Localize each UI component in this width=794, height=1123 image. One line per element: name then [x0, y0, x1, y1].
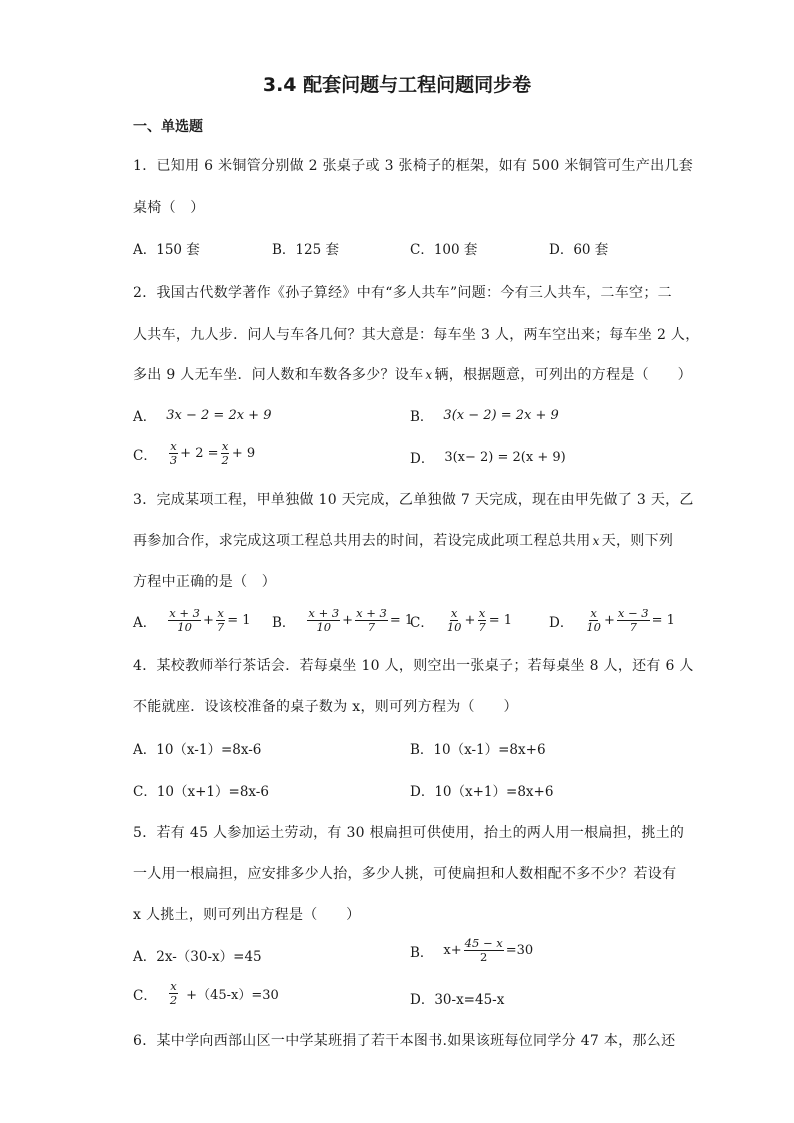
question-1-line-2: 桌椅（ ） [133, 200, 205, 216]
option-label: C． [133, 987, 157, 1004]
denominator: 2 [169, 993, 178, 1007]
equation-middle: + 2 = [180, 446, 219, 461]
question-1-option-d: D．60 套 [549, 242, 609, 258]
equation-end: =30 [505, 943, 534, 958]
numerator: x [590, 606, 597, 620]
denominator: 2 [221, 453, 229, 467]
denominator: 2 [480, 950, 488, 964]
question-4-option-b: B．10（x-1）=8x+6 [410, 742, 546, 758]
variable-x: x [425, 368, 433, 382]
equation: 3(x− 2) = 2(x + 9) [444, 449, 566, 465]
question-5-option-a: A．2x-（30-x）=45 [133, 949, 262, 965]
question-4-line-1: 4．某校教师举行茶话会．若每桌坐 10 人，则空出一张桌子；若每桌坐 8 人，还有 6 人 [133, 658, 694, 674]
option-label: A． [133, 614, 157, 631]
question-3-option-a [133, 607, 251, 634]
option-label: C． [410, 614, 434, 631]
equation: 3(x − 2) = 2x + 9 [443, 407, 559, 423]
question-3-line-2-end: 天，则下列 [601, 533, 674, 549]
fraction [221, 440, 230, 467]
question-1-option-b: B．125 套 [272, 242, 339, 258]
page-title: 3.4 配套问题与工程问题同步卷 [262, 74, 532, 96]
question-1-option-c: C．100 套 [410, 242, 478, 258]
option-label: A． [133, 409, 157, 425]
fraction [169, 440, 178, 467]
fraction [168, 607, 201, 634]
question-2-line-3-end: 辆，根据题意，可列出的方程是（ ） [434, 367, 692, 383]
equals-one: = 1 [227, 613, 251, 628]
denominator: 10 [586, 620, 601, 634]
question-3-line-2-start: 再参加合作，求完成这项工程总共用去的时间，若设完成此项工程总共用 [133, 533, 591, 549]
question-5-line-1: 5．若有 45 人参加运土劳动，有 30 根扁担可供使用，抬土的两人用一根扁担，挑土的 [133, 825, 685, 841]
question-6-line-1: 6．某中学向西部山区一中学某班捐了若干本图书.如果该班每位同学分 47 本，那么还 [133, 1033, 676, 1049]
equals-one: = 1 [651, 613, 675, 628]
numerator: x [217, 606, 224, 620]
question-3-line-3: 方程中正确的是（ ） [133, 574, 276, 590]
question-2-option-b [410, 405, 559, 425]
fraction [477, 607, 486, 634]
question-2-option-d [410, 447, 566, 467]
question-4-option-d: D．10（x+1）=8x+6 [410, 784, 554, 800]
question-3-option-c [410, 607, 512, 634]
denominator: 7 [367, 620, 376, 634]
fraction [585, 607, 602, 634]
denominator: 10 [316, 620, 332, 634]
numerator: x [221, 439, 229, 453]
numerator: x + 3 [308, 606, 340, 620]
question-2-option-c [133, 440, 255, 467]
question-5-option-b [410, 937, 533, 964]
fraction [169, 980, 178, 1007]
question-1-line-1: 1．已知用 6 米铜管分别做 2 张桌子或 3 张椅子的框架，如有 500 米铜管可生产出几套 [133, 158, 694, 174]
numerator: x + 3 [356, 606, 387, 620]
numerator: x − 3 [617, 606, 649, 620]
numerator: x + 3 [169, 606, 200, 620]
equation-end: + 9 [231, 446, 256, 461]
option-label: B． [410, 409, 434, 425]
fraction [446, 607, 463, 634]
denominator: 7 [478, 620, 486, 634]
question-1-option-a: A．150 套 [133, 242, 200, 258]
equals-one: = 1 [488, 613, 513, 628]
variable-x: x [592, 534, 600, 548]
question-5-line-2: 一人用一根扁担，应安排多少人抬，多少人挑，可使扁担和人数相配不多不少？若设有 [133, 866, 677, 882]
numerator: x [450, 606, 458, 620]
section-heading: 一、单选题 [133, 119, 203, 135]
question-3-line-2 [133, 530, 673, 550]
plus-sign: + [464, 613, 476, 628]
denominator: 3 [169, 453, 178, 467]
numerator: x [170, 439, 177, 453]
plus-sign: + [603, 613, 615, 628]
question-2-line-3 [133, 364, 692, 384]
numerator: 45 − x [464, 936, 503, 950]
plus-sign: + [203, 613, 214, 628]
question-2-option-a [133, 405, 271, 425]
fraction [617, 607, 650, 634]
question-2-line-1: 2．我国古代数学著作《孙子算经》中有“多人共车”问题：今有三人共车，二车空；二 [133, 285, 672, 301]
option-label: C． [133, 447, 157, 464]
question-2-line-2: 人共车，九人步．问人与车各几何？其大意是：每车坐 3 人，两车空出来；每车坐 2 人， [133, 327, 700, 343]
fraction [216, 607, 225, 634]
equation-start: x+ [443, 943, 462, 958]
option-label: D． [410, 451, 435, 467]
equation: 3x − 2 = 2x + 9 [166, 407, 272, 423]
fraction [464, 937, 504, 964]
numerator: x [170, 979, 177, 993]
option-label: B． [272, 614, 296, 631]
question-5-option-d: D．30-x=45-x [410, 992, 505, 1008]
equals-one: = 1 [389, 613, 414, 628]
question-4-option-a: A．10（x-1）=8x-6 [133, 742, 262, 758]
denominator: 7 [629, 620, 637, 634]
question-4-line-2: 不能就座．设该校准备的桌子数为 x，则可列方程为（ ） [133, 699, 518, 715]
question-3-line-1: 3．完成某项工程，甲单独做 10 天完成，乙单独做 7 天完成，现在由甲先做了 3 天，乙 [133, 492, 694, 508]
plus-sign: + [342, 613, 354, 628]
fraction [355, 607, 388, 634]
denominator: 10 [177, 620, 192, 634]
option-label: D． [549, 614, 574, 631]
question-3-option-d [549, 607, 675, 634]
question-5-option-c [133, 980, 279, 1007]
numerator: x [478, 606, 486, 620]
question-5-line-3: x 人挑土，则可列出方程是（ ） [133, 907, 361, 923]
option-label: B． [410, 944, 434, 961]
question-3-option-b [272, 607, 413, 634]
denominator: 7 [216, 620, 225, 634]
question-4-option-c: C．10（x+1）=8x-6 [133, 784, 269, 800]
fraction [307, 607, 340, 634]
denominator: 10 [446, 620, 462, 634]
equation-end: +（45-x）=30 [186, 988, 279, 1003]
question-2-line-3-start: 多出 9 人无车坐．问人数和车数各多少？设车 [133, 367, 424, 383]
